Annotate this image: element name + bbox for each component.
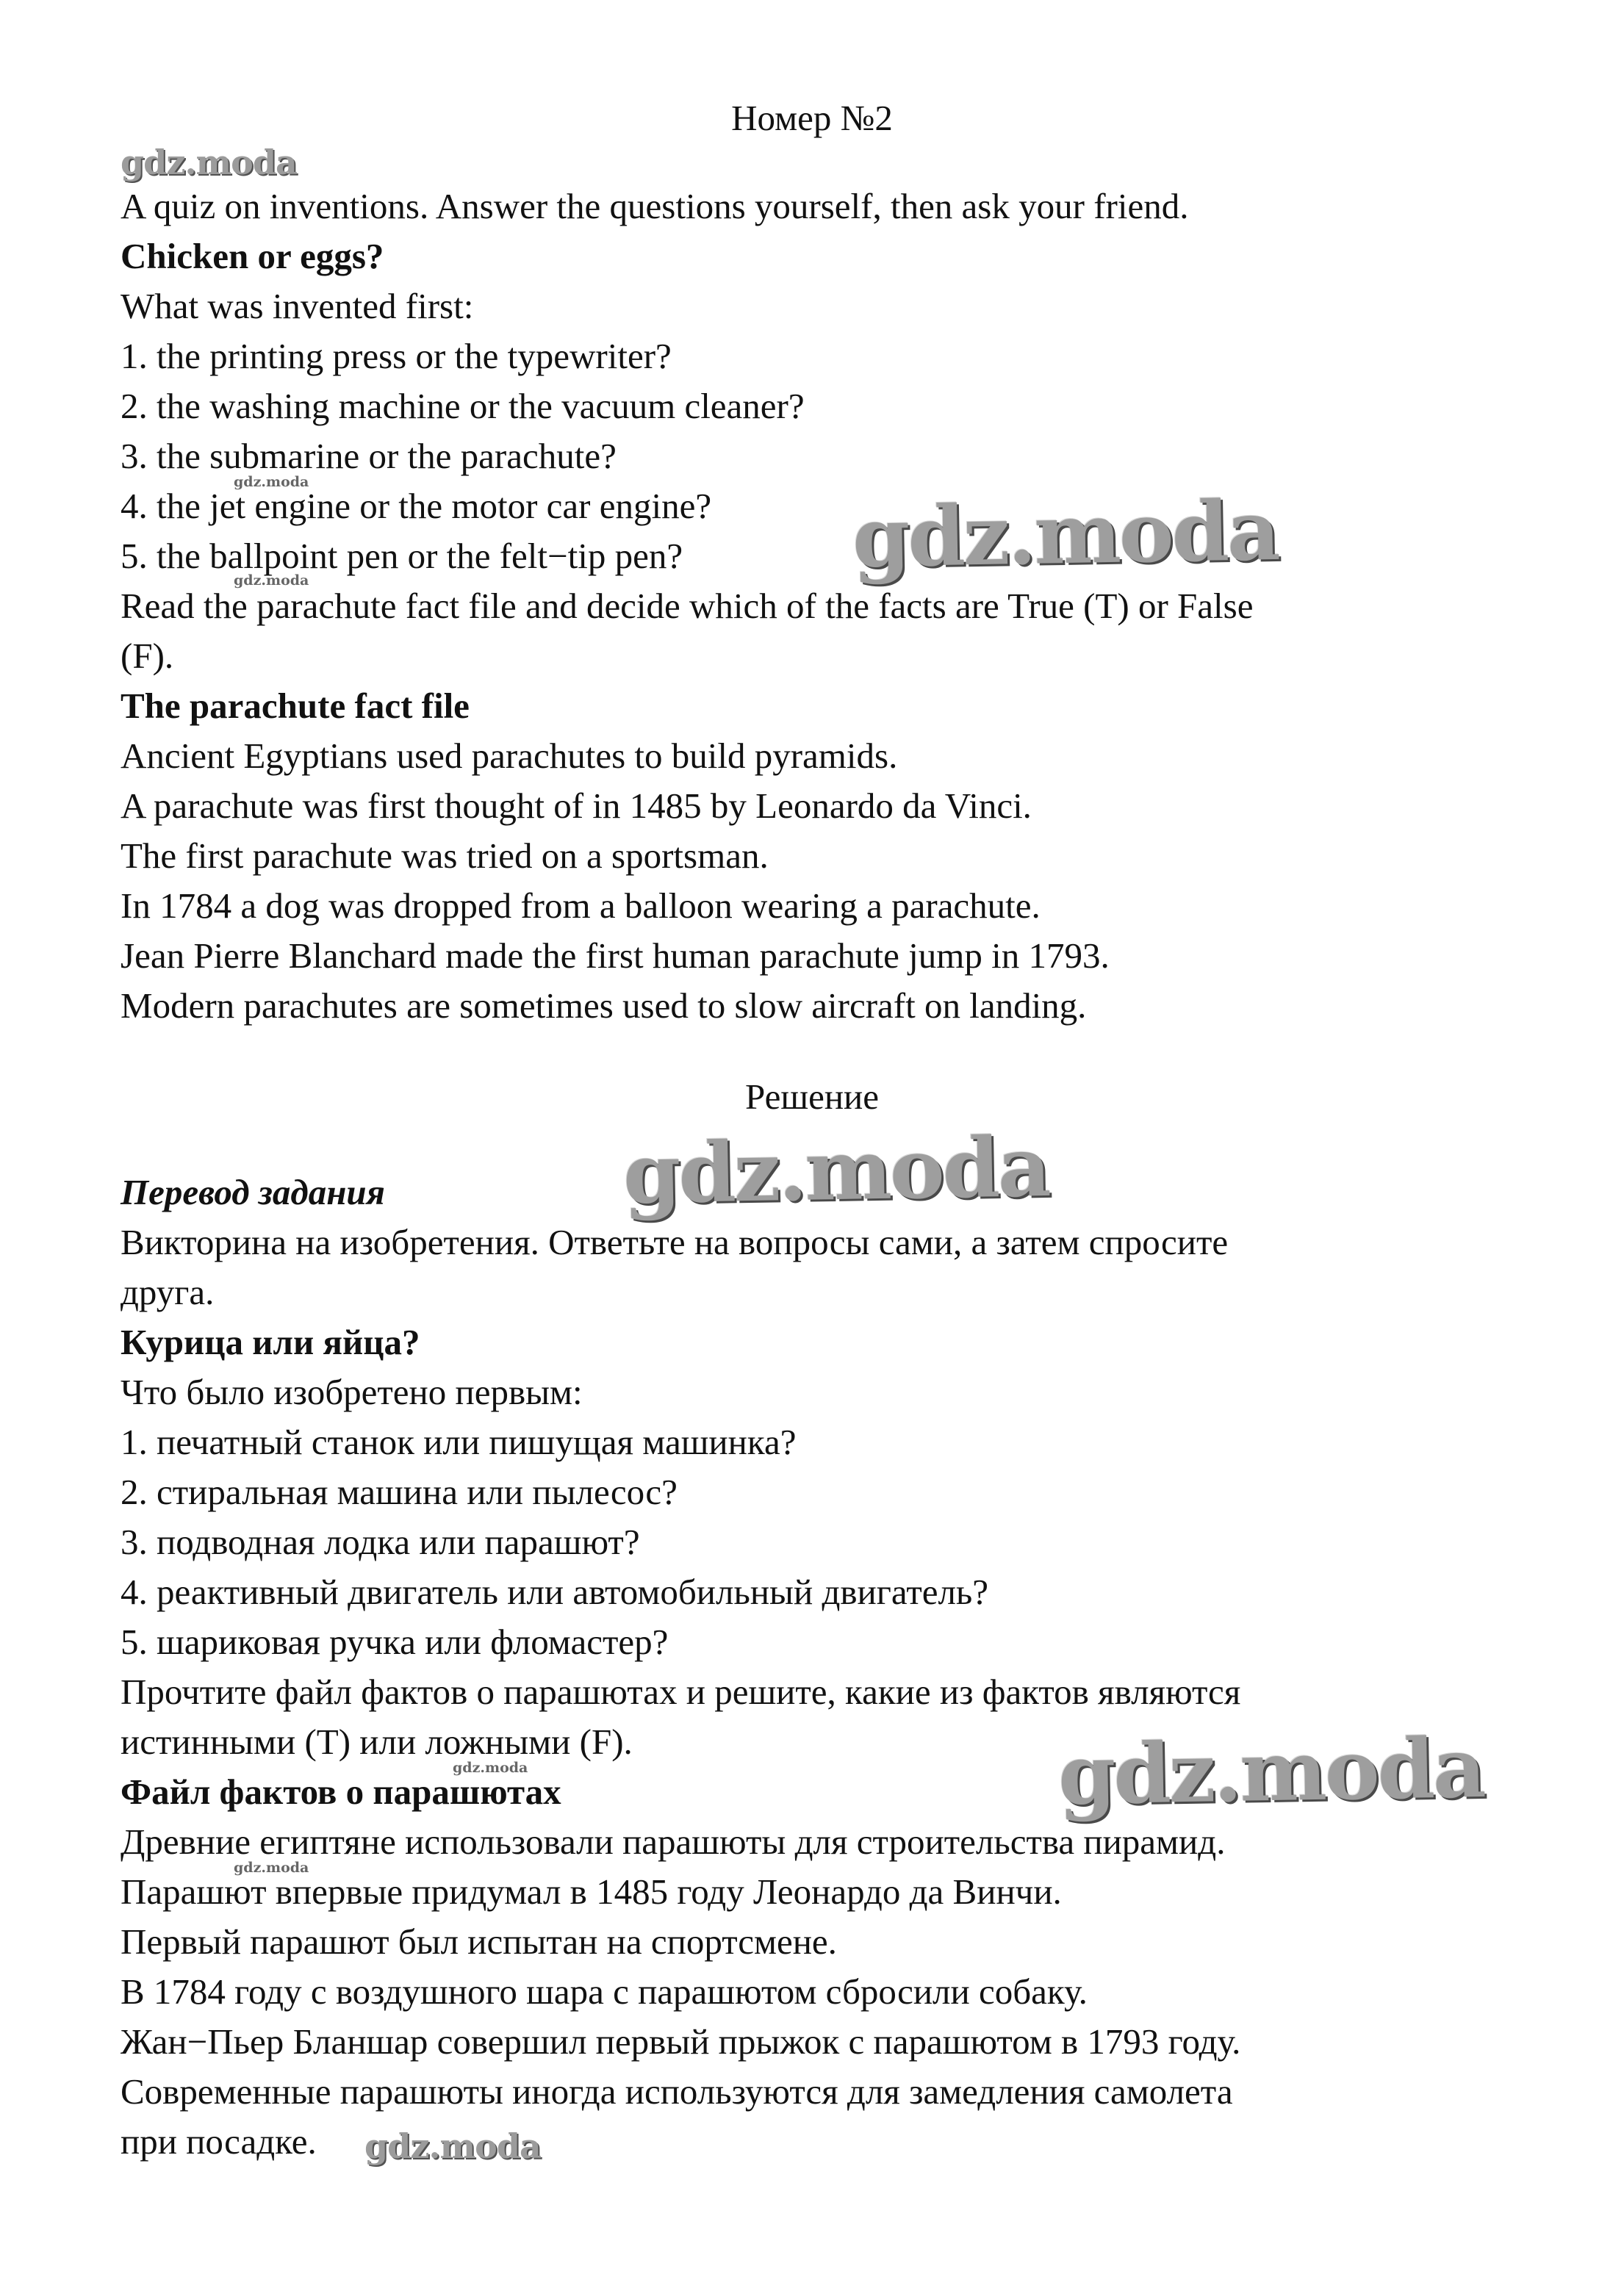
solution-fact-6: Современные парашюты иногда используются для замедления самолета (121, 2071, 1233, 2112)
solution-intro-cont: друга. (121, 1272, 215, 1312)
task-instruction-cont: (F). (121, 636, 174, 676)
solution-fact-1: Древние египтяне использовали парашюты для строительства пирамид. (121, 1821, 1226, 1862)
solution-question: Что было изобретено первым: (121, 1372, 583, 1412)
task-item-3: 3. the submarine or the parachute? (121, 436, 617, 476)
solution-subheading: Курица или яйца? (121, 1322, 420, 1362)
watermark: gdz.moda (234, 572, 309, 589)
task-fact-6: Modern parachutes are sometimes used to slow aircraft on landing. (121, 985, 1087, 1026)
solution-instruction: Прочтите файл фактов о парашютах и решите, какие из фактов являются (121, 1672, 1241, 1712)
solution-fact-3: Первый парашют был испытан на спортсмене. (121, 1921, 837, 1962)
solution-last-line: при посадке. (121, 2121, 317, 2162)
task-fact-5: Jean Pierre Blanchard made the first human parachute jump in 1793. (121, 935, 1110, 976)
solution-instruction-cont: истинными (T) или ложными (F). (121, 1722, 633, 1762)
watermark: gdz.moda (453, 1760, 528, 1776)
solution-item-3: 3. подводная лодка или парашют? (121, 1522, 640, 1562)
watermark: gdz.moda (851, 482, 1279, 587)
solution-item-1: 1. печатный станок или пишущая машинка? (121, 1422, 797, 1462)
solution-heading: Решение (744, 1076, 880, 1117)
task-question: What was invented first: (121, 286, 474, 326)
solution-item-5: 5. шариковая ручка или фломастер? (121, 1622, 669, 1662)
watermark: gdz.moda (1057, 1719, 1485, 1824)
task-fact-4: In 1784 a dog was dropped from a balloon wearing a parachute. (121, 885, 1041, 926)
task-heading: Chicken or eggs? (121, 236, 384, 276)
watermark: gdz.moda (234, 474, 309, 490)
task-item-4: 4. the jet engine or the motor car engine? (121, 486, 712, 526)
task-instruction: Read the parachute fact file and decide which of the facts are True (T) or False (121, 586, 1254, 626)
solution-item-4: 4. реактивный двигатель или автомобильный двигатель? (121, 1572, 989, 1612)
page-title: Номер №2 (731, 98, 893, 138)
task-item-1: 1. the printing press or the typewriter? (121, 336, 672, 376)
task-intro: A quiz on inventions. Answer the questions yourself, then ask your friend. (121, 186, 1189, 226)
solution-fact-5: Жан−Пьер Бланшар совершил первый прыжок с парашютом в 1793 году. (121, 2021, 1241, 2062)
task-item-5: 5. the ballpoint pen or the felt−tip pen? (121, 536, 683, 576)
task-facts-heading: The parachute fact file (121, 686, 470, 726)
watermark: gdz.moda (121, 143, 297, 182)
watermark: gdz.moda (234, 1860, 309, 1876)
solution-fact-2: Парашют впервые придумал в 1485 году Леонардо да Винчи. (121, 1871, 1062, 1912)
translation-heading: Перевод задания (121, 1172, 385, 1212)
task-fact-3: The first parachute was tried on a sportsman. (121, 835, 769, 876)
task-fact-1: Ancient Egyptians used parachutes to build pyramids. (121, 735, 898, 776)
solution-facts-heading: Файл фактов о парашютах (121, 1771, 561, 1812)
solution-intro: Викторина на изобретения. Ответьте на вопросы сами, а затем спросите (121, 1222, 1229, 1262)
solution-fact-4: В 1784 году с воздушного шара с парашютом сбросили собаку. (121, 1971, 1088, 2012)
task-fact-2: A parachute was first thought of in 1485 by Leonardo da Vinci. (121, 785, 1032, 826)
watermark: gdz.moda (364, 2126, 541, 2166)
task-item-2: 2. the washing machine or the vacuum cleaner? (121, 386, 805, 426)
watermark: gdz.moda (622, 1118, 1050, 1223)
solution-item-2: 2. стиральная машина или пылесос? (121, 1472, 678, 1512)
